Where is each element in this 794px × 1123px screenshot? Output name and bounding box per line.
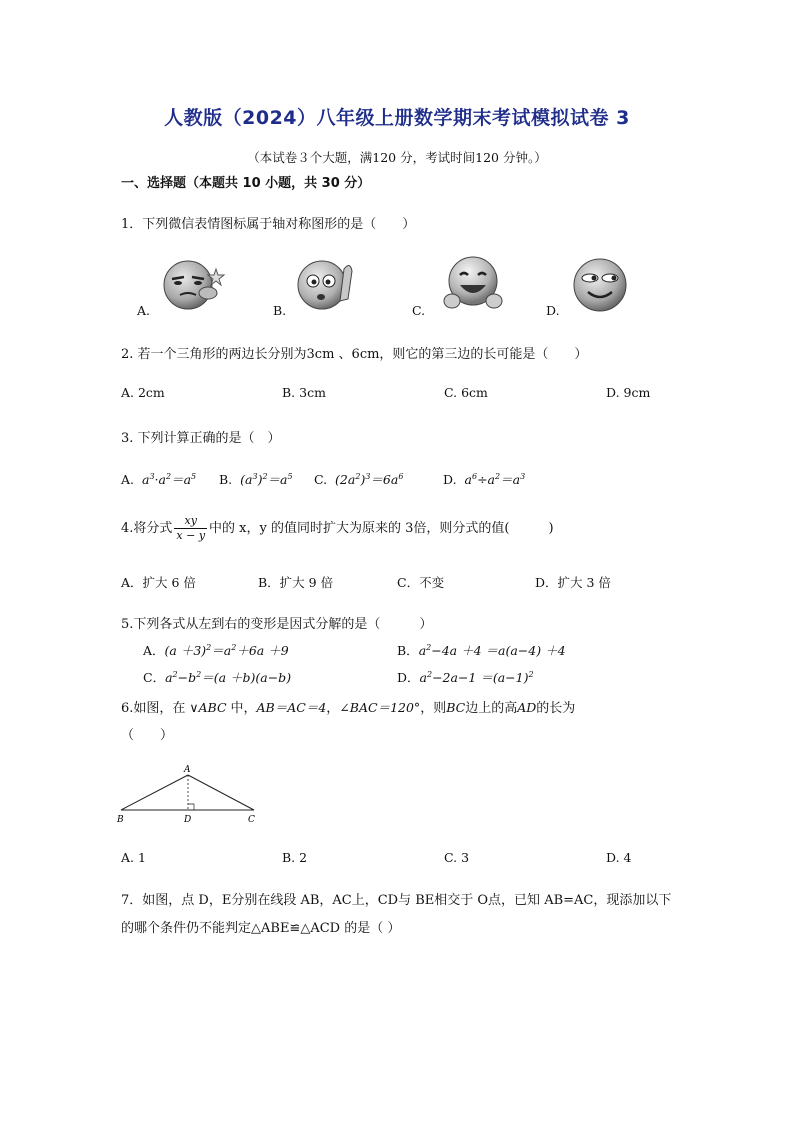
- question-6-stem: 6.如图，在 ∨ABC 中，AB＝AC＝4，∠BAC＝120°，则BC边上的高AD的长为: [121, 700, 576, 716]
- triangle-figure: [114, 762, 264, 826]
- q5-label-c: C．: [143, 670, 166, 685]
- q5-option-c: C．$a^2-b^2=(a +b)(a-b)$: [143, 669, 292, 685]
- section-heading: 一、选择题（本题共 10 小题，共 30 分）: [121, 176, 371, 191]
- q3-label-d: D.: [443, 472, 457, 487]
- right-angle-mark: [188, 804, 194, 810]
- q3-label-b: B.: [219, 472, 233, 487]
- q3-option-c: C. $(2a^2)^3=6a^6$: [314, 471, 404, 487]
- question-3-stem: 3. 下列计算正确的是（ ）: [121, 431, 281, 446]
- q4-numerator: xy: [174, 514, 207, 529]
- smirk-face-icon: [570, 256, 630, 314]
- q6-text-2: 中，: [230, 701, 257, 716]
- q2-option-c: C. 6cm: [444, 385, 488, 400]
- q6-option-c: C. 3: [444, 850, 470, 865]
- laughing-face-icon: [440, 253, 506, 313]
- confused-face-icon: [294, 255, 360, 313]
- q1-option-d: D.: [546, 303, 560, 318]
- q1-option-b: B.: [273, 303, 287, 318]
- q3-option-d: D. $a^6\div a^2=a^3$: [443, 471, 526, 487]
- smug-face-icon: [158, 255, 230, 313]
- q1-option-a: A.: [137, 303, 151, 318]
- q4-option-a: A．扩大 6 倍: [121, 575, 196, 590]
- label-b: B: [117, 815, 124, 825]
- question-7-line-2: 的哪个条件仍不能判定△ABE≌△ACD 的是（ ）: [121, 921, 401, 936]
- segment-ab: [121, 775, 188, 810]
- q3-label-a: A.: [121, 472, 135, 487]
- q6-option-b: B. 2: [282, 850, 308, 865]
- q4-post-text: 中的 x，y 的值同时扩大为原来的 3倍，则分式的值( ): [209, 521, 554, 536]
- q4-denominator: x − y: [176, 529, 206, 542]
- q2-option-a: A. 2cm: [121, 385, 165, 400]
- q5-option-a: A．$(a +3)^2=a^2+6a +9$: [143, 642, 289, 658]
- question-4-stem: [121, 514, 554, 543]
- q6-option-d: D. 4: [606, 850, 632, 865]
- q6-text-1: 6.如图，在: [121, 701, 186, 716]
- q6-text-4: ，则: [420, 701, 447, 716]
- q2-option-d: D. 9cm: [606, 385, 651, 400]
- q6-text-3: ，: [326, 701, 340, 716]
- q3-option-a: A. $a^3\cdot a^2=a^5$: [121, 471, 197, 487]
- label-a: A: [184, 765, 191, 775]
- question-2-stem: 2. 若一个三角形的两边长分别为3cm 、6cm，则它的第三边的长可能是（ ）: [121, 347, 588, 362]
- question-1-stem: 1．下列微信表情图标属于轴对称图形的是（ ）: [121, 217, 416, 232]
- exam-info: （本试卷３个大题，满120 分，考试时间120 分钟。）: [247, 150, 547, 165]
- q3-option-b: B. $(a^3)^2=a^5$: [219, 471, 293, 487]
- q4-option-b: B．扩大 9 倍: [258, 575, 334, 590]
- q6-text-6: 的长为: [536, 701, 576, 716]
- question-7-line-1: 7．如图，点 D，E分别在线段 AB，AC上，CD与 BE相交于 O点，已知 AB=AC，现添加以下: [121, 893, 672, 908]
- q6-answer-paren: （ ）: [121, 728, 174, 743]
- q5-option-b: B．$a^2-4a +4 =a(a-4) +4$: [397, 642, 566, 658]
- q4-fraction: [174, 514, 207, 543]
- q5-option-d: D．$a^2-2a-1 =(a-1)^2$: [397, 669, 534, 685]
- label-d: D: [184, 815, 192, 825]
- segment-ac: [188, 775, 254, 810]
- q1-option-c: C.: [412, 303, 426, 318]
- q6-option-a: A. 1: [121, 850, 146, 865]
- q6-text-5: 边上的高: [465, 701, 518, 716]
- q5-label-a: A．: [143, 643, 165, 658]
- page-title: 人教版（2024）八年级上册数学期末考试模拟试卷 3: [164, 107, 630, 129]
- q5-label-b: B．: [397, 643, 419, 658]
- q4-pre-text: 4.将分式: [121, 521, 173, 536]
- q2-option-b: B. 3cm: [282, 385, 326, 400]
- question-5-stem: 5.下列各式从左到右的变形是因式分解的是（ ）: [121, 617, 433, 632]
- label-c: C: [248, 815, 255, 825]
- q3-label-c: C.: [314, 472, 328, 487]
- q4-option-d: D．扩大 3 倍: [535, 575, 611, 590]
- q5-label-d: D．: [397, 670, 420, 685]
- q4-option-c: C．不变: [397, 575, 445, 590]
